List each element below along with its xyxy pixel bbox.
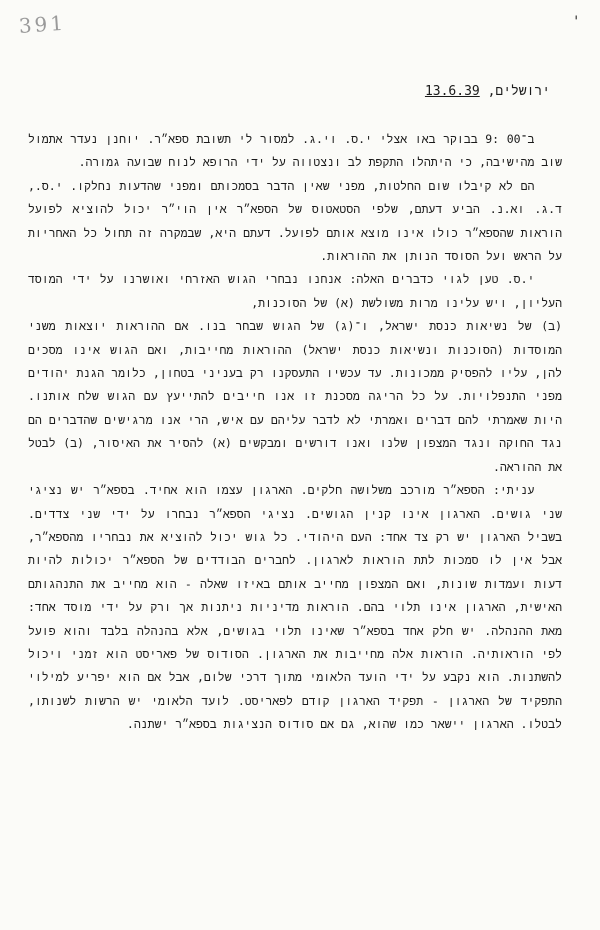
paragraph-5: עניתי: הספא״ר מורכב משלושה חלקים. הארגון עצמו הוא אחיד. בספא״ר יש נציגי שני גושים. הארגון אינו קנין הגושים. נציגי הספא״ר נבחרו על ידי שני צדדים. בשביל הארגון יש רק צד אחד: העם היהודי. כל גוש יכול להוציא את נבחריו מהספא״ר, אבל אין לו סמכות לתת הוראות לארגון. לחברים הבודדים של הספא״ר יכולות להיות דעות ועמדות שונות, ואם המצפון מחייב אותם באיזו שאלה - הוא מחייב את התנהגותם האישית, הארגון אינו תלוי בהם. הוראות מדיניות ניתנות אך ורק על ידי מוסד אחד: מאת ההנהלה. יש חלק אחד בספא״ר שאינו תלוי בגושים, אלא בהנהלה בלבד והוא פועל לפי הוראותיה. הוראות אלה מחייבות את הארגון. הסודוס של פאריסט הוא זמני ויכול להשתנות. הוא נקבע על ידי הועד הלאומי מתוך דרכי שלום, אבל אם הוא יפריע למילוי התפקיד של הארגון - תפקיד הארגון קודם לפאריסט. לועד הלאומי יש הרשות לשנותו, לבטלו. הארגון יישאר כמו שהוא, גם אם סודוס הנציגות בספא״ר ישתנה. xyxy=(28,483,562,732)
paragraph-3: י.ס. טען לגוי כדברים האלה: אנחנו נבחרי הגוש האזרחי ואושרנו על ידי המוסד העליון, ויש עלינו מרות משולשת (א) של הסוכנות, xyxy=(28,272,562,310)
city-label: ירושלים, xyxy=(487,84,550,99)
dateline xyxy=(320,84,550,99)
paragraph-2: הם לא קיבלו שום החלטות, מפני שאין הדבר בסמכותם ומפני שהדעות נחלקו. י.ס., ד.ג. וא.נ. הביע דעתם, שלפי הסטאטוס של הספא״ר אין הוי״ר יכול להוציא לפועל הוראות שהספא״ר כולו אינו מוצא אותם לפועל. דעתם היא, שבמקרה זה תחול כל האחריות על הראש ועל הסוסד הנותן את ההוראות. xyxy=(28,178,562,264)
paragraph-1: ב־00 :9 בבוקר באו אצלי י.ס. וי.ג. למסור לי תשובת ספא״ר. יוחנן נעדר אתמול שוב מהישיבה, כי היתהלו התקפת לב ונצטווה על ידי הרופא לנוח שבועה גמורה. xyxy=(28,132,562,170)
paragraph-4: (ב) של נשיאות כנסת ישראל, ו־(ג) של הגוש שבחר בנו. אם ההוראות יוצאות משני המוסדות (הסוכנות ונשיאות כנסת ישראל) ההוראות מחייבות, ואם הגוש אינו מסכים להן, עליו להפסיק ממכונות. עד עכשיו התעסקנו רק בעניני בטחון, כלומר הגנת יהודים מפני התנפלויות. על כל הריגה מסכנת זו אנו חייבים להתייעץ עם הגוש שלח אותנו. היות שאמרתי להם דברים ואמרתי לא לדבר עליהם עם איש, הרי אנו מרגישים שהדברים הם נגד החוקה ונגד המצפון שלנו ואנו דורשים ומבקשים (א) להסיר את האיסור, (ב) לבטל את ההוראה. xyxy=(28,319,562,474)
letter-body xyxy=(28,128,562,737)
letter-date: 13.6.39 xyxy=(424,84,480,99)
corner-mark: ' xyxy=(572,14,581,30)
archive-number-stamp: 391 xyxy=(18,10,67,38)
